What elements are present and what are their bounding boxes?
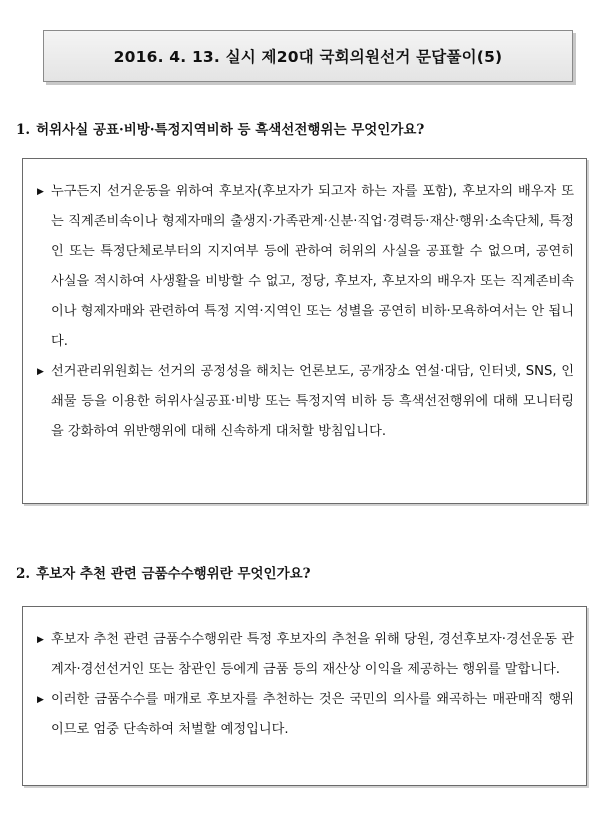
- question-1-number: 1.: [16, 122, 31, 138]
- answer-2-item-1-text: 후보자 추천 관련 금품수수행위란 특정 후보자의 추천을 위해 당원, 경선후보자·경선운동 관계자·경선선거인 또는 참관인 등에게 금품 등의 재산상 이익을 제공하는 행위를 말합니다.: [51, 632, 574, 677]
- bullet-triangle-icon: ▶: [37, 635, 44, 645]
- answer-1-item-1-text: 누구든지 선거운동을 위하여 후보자(후보자가 되고자 하는 자를 포함), 후보자의 배우자 또는 직계존비속이나 형제자매의 출생지·가족관계·신분·직업·경력등·재산·행위·소속단체, 특정인 또는 특정단체로부터의 지지여부 등에 관하여 허위의 사실을 공표할 수 없으며, 공연히 사실을 적시하여 사생활을 비방할 수 없고, 정당, 후보자, 후보자의 배우자 또는 직계존비속이나 형제자매와 관련하여 특정 지역·지역인 또는 성별을 공연히 비하·모욕하여서는 안 됩니다.: [51, 184, 574, 349]
- answer-2-item-2-text: 이러한 금품수수를 매개로 후보자를 추천하는 것은 국민의 의사를 왜곡하는 매관매직 행위이므로 엄중 단속하여 처벌할 예정입니다.: [51, 692, 574, 737]
- question-2: [16, 562, 311, 582]
- answer-box-1: [22, 158, 587, 504]
- answer-2-item-2: [37, 685, 574, 745]
- bullet-triangle-icon: ▶: [37, 695, 44, 705]
- answer-box-2: [22, 606, 587, 786]
- question-2-text: 후보자 추천 관련 금품수수행위란 무엇인가요?: [36, 566, 311, 582]
- answer-2-item-1: [37, 625, 574, 685]
- bullet-triangle-icon: ▶: [37, 187, 44, 197]
- page-title: 2016. 4. 13. 실시 제20대 국회의원선거 문답풀이(5): [43, 30, 573, 82]
- question-1: [16, 118, 424, 138]
- question-2-number: 2.: [16, 566, 31, 582]
- answer-1-item-1: [37, 177, 574, 357]
- bullet-triangle-icon: ▶: [37, 367, 44, 377]
- answer-1-item-2-text: 선거관리위원회는 선거의 공정성을 해치는 언론보도, 공개장소 연설·대담, 인터넷, SNS, 인쇄물 등을 이용한 허위사실공표·비방 또는 특정지역 비하 등 흑색선전행위에 대해 모니터링을 강화하여 위반행위에 대해 신속하게 대처할 방침입니다.: [51, 364, 574, 439]
- question-1-text: 허위사실 공표·비방·특정지역비하 등 흑색선전행위는 무엇인가요?: [36, 122, 425, 138]
- answer-1-item-2: [37, 357, 574, 447]
